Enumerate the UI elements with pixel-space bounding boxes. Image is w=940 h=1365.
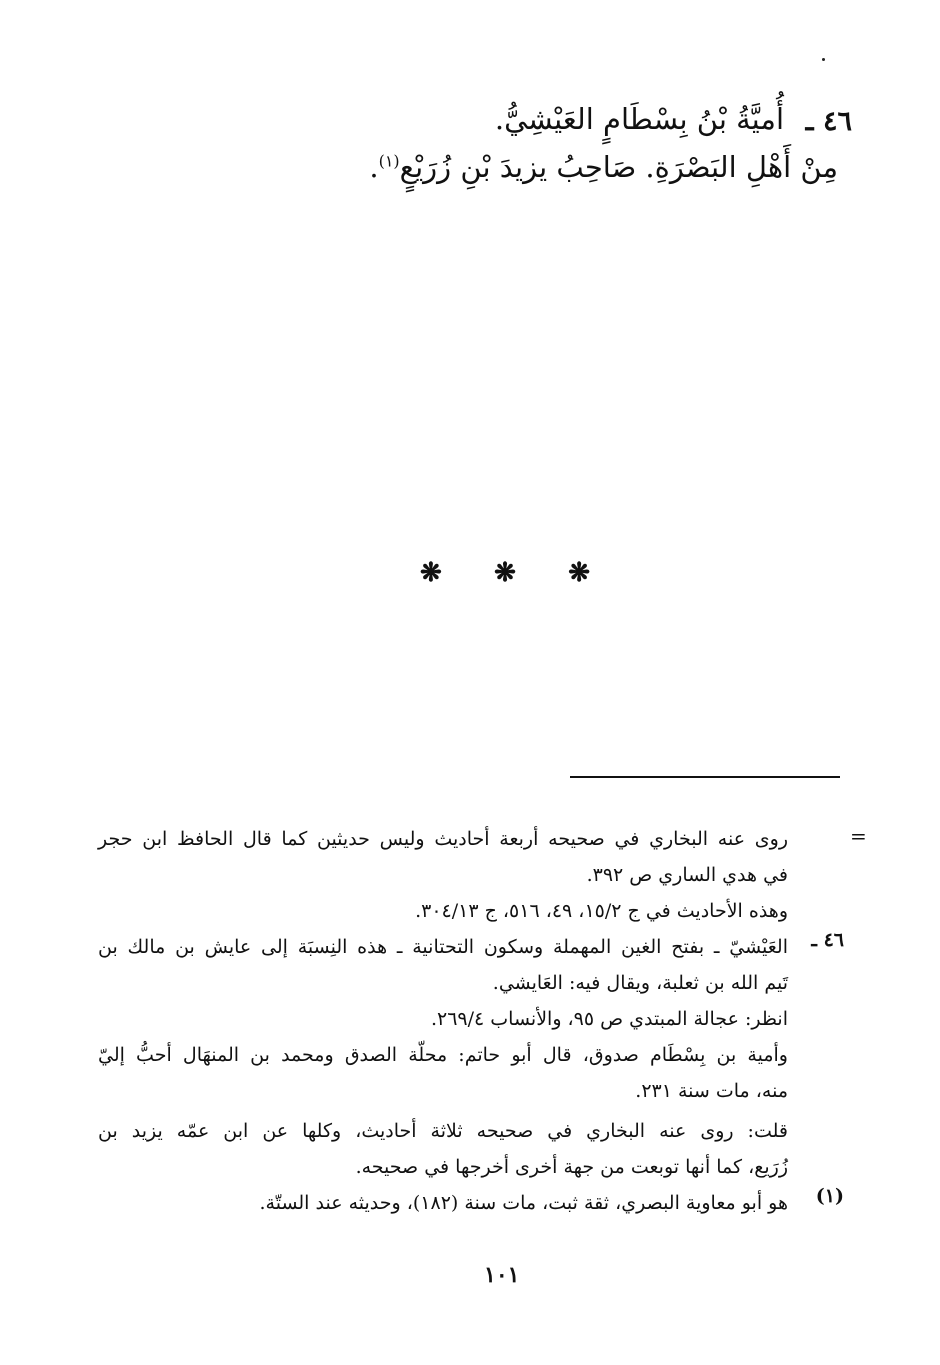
entry-body-end: . [369,150,379,184]
page-number: ١٠١ [484,1262,520,1288]
footnote-line: انظر: عجالة المبتدي ص ٩٥، والأنساب ٢٦٩/٤. [430,1008,788,1030]
footnote-line: قلت: روى عنه البخاري في صحيحه ثلاثة أحاديث، وكلها عن ابن عمّه يزيد بن [98,1120,788,1142]
footnote-line: روى عنه البخاري في صحيحه أربعة أحاديث وليس حديثين كما قال الحافظ ابن حجر [98,828,788,850]
footnote-number: (١) [815,1185,844,1207]
entry-title: أُميَّةُ بْنُ بِسْطَامٍ العَيْشِيُّ. [494,102,784,136]
entry-number: ٤٦ ـ [805,106,852,137]
entry-body [369,150,838,184]
footnote-reference: (١) [378,151,400,171]
footnote-line: زُرَيع، كما أنها توبعت من جهة أخرى أخرجها في صحيحه. [355,1156,788,1178]
footnote-line: هو أبو معاوية البصري، ثقة ثبت، مات سنة (١٨٢)، وحديثه عند الستّة. [259,1192,788,1214]
separator-star-icon: ❋ [494,558,516,588]
footnote-divider [570,776,840,778]
footnote-line: وأمية بن بِسْطَام صدوق، قال أبو حاتم: محلّة الصدق ومحمد بن المنهَال أحبُّ إليّ [98,1044,788,1066]
footnote-line: تَيم الله بن ثعلبة، ويقال فيه: العَايشي. [492,972,788,994]
footnote-line: وهذه الأحاديث في ج ١٥/٢، ٤٩، ٥١٦، ج ٣٠٤/١٣. [415,900,788,922]
print-speck [822,58,825,61]
separator-star-icon: ❋ [568,558,590,588]
footnote-line: في هدي الساري ص ٣٩٢. [586,864,788,886]
section-separator [420,558,590,588]
continuation-mark: = [850,824,867,848]
separator-star-icon: ❋ [420,558,442,588]
footnote-line: العَيْشيّ ـ بفتح الغين المهملة وسكون التحتانية ـ هذه النِسبَة إلى عايش بن مالك بن [98,936,788,958]
footnote-number: ٤٦ ـ [811,929,844,951]
entry-body-text: مِنْ أَهْلِ البَصْرَةِ. صَاحِبُ يزيدَ بْنِ زُرَيْعٍ [399,150,838,184]
footnote-line: منه، مات سنة ٢٣١. [635,1080,788,1102]
